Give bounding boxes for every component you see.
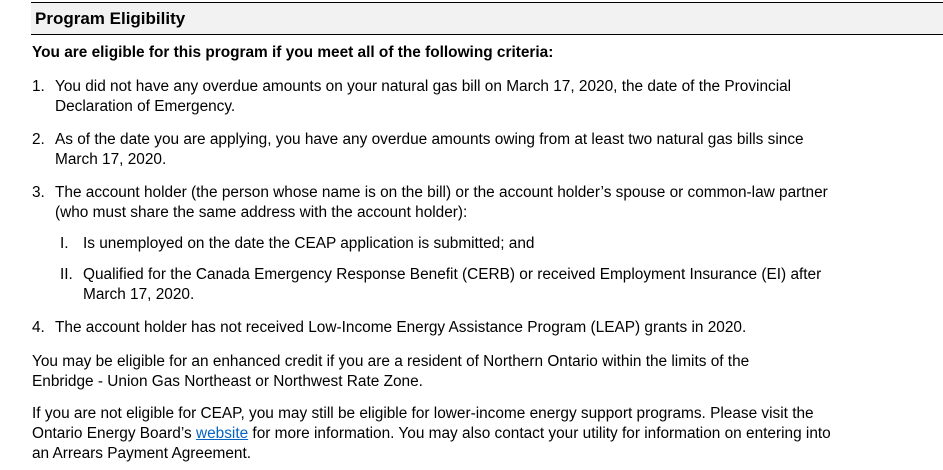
subcriterion-line: Qualified for the Canada Emergency Response Benefit (CERB) or received Employment Insurance (EI) after <box>83 266 822 283</box>
criterion-line: Declaration of Emergency. <box>55 98 236 115</box>
criterion-number: 1. <box>32 78 45 95</box>
subcriterion-line: March 17, 2020. <box>83 286 195 303</box>
section-title: Program Eligibility <box>35 9 186 28</box>
criterion-line: (who must share the same address with the account holder): <box>55 204 468 221</box>
criterion-line: The account holder has not received Low-Income Energy Assistance Program (LEAP) grants in 2020. <box>55 319 747 336</box>
criterion-number: 4. <box>32 319 45 336</box>
criterion-line: As of the date you are applying, you have any overdue amounts owing from at least two natural gas bills since <box>55 131 804 148</box>
criterion-number: 2. <box>32 131 45 148</box>
subcriterion-number: II. <box>60 266 73 283</box>
paragraph-line <box>32 424 937 444</box>
not-eligible-paragraph <box>32 404 937 464</box>
subcriterion-line: Is unemployed on the date the CEAP application is submitted; and <box>83 235 535 252</box>
criterion-line: The account holder (the person whose name is on the bill) or the account holder’s spouse or common-law partner <box>55 184 828 201</box>
oeb-website-link[interactable]: website <box>195 425 249 442</box>
criterion-line: You did not have any overdue amounts on your natural gas bill on March 17, 2020, the date of the Provincial <box>55 78 792 95</box>
enhanced-credit-paragraph <box>32 352 937 392</box>
paragraph-line: If you are not eligible for CEAP, you may still be eligible for lower-income energy support programs. Please visit the <box>32 405 814 422</box>
paragraph-text: Ontario Energy Board’s <box>32 425 196 442</box>
criterion-number: 3. <box>32 184 45 201</box>
section-header <box>31 2 943 35</box>
paragraph-line: Enbridge - Union Gas Northeast or Northwest Rate Zone. <box>32 373 423 390</box>
paragraph-text: for more information. You may also contact your utility for information on entering into <box>248 425 831 442</box>
criterion-line: March 17, 2020. <box>55 151 167 168</box>
subcriterion-number: I. <box>60 235 69 252</box>
paragraph-line: an Arrears Payment Agreement. <box>32 445 251 462</box>
criteria-intro: You are eligible for this program if you meet all of the following criteria: <box>32 44 554 61</box>
paragraph-line: You may be eligible for an enhanced credit if you are a resident of Northern Ontario within the limits of the <box>32 353 750 370</box>
